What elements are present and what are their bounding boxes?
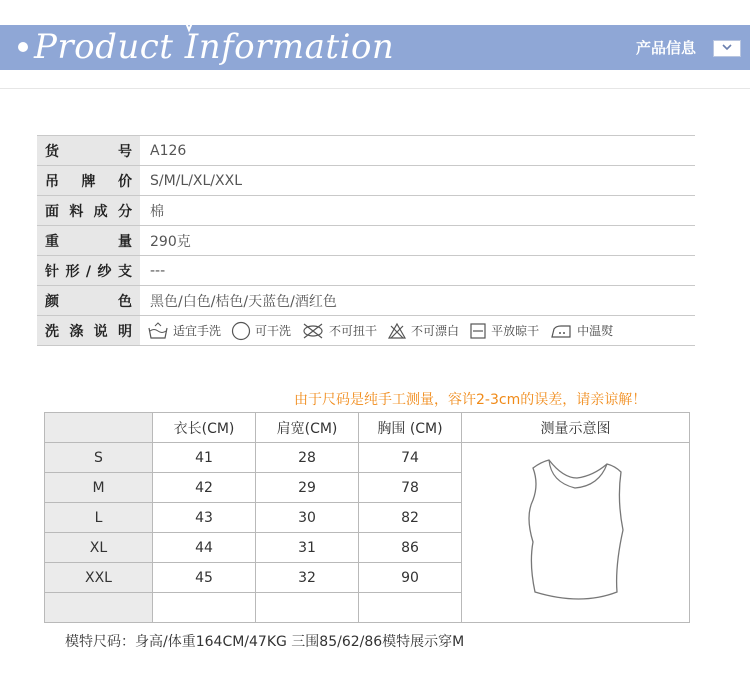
table-cell: 29 <box>256 473 359 503</box>
info-row-fabric <box>37 195 695 225</box>
wash-item: 不可扭干 <box>301 322 377 340</box>
info-value: 黑色/白色/桔色/天蓝色/酒红色 <box>150 293 337 310</box>
hand-wash-icon <box>147 322 169 340</box>
info-row-tag-price <box>37 165 695 195</box>
flat-dry-icon <box>469 322 487 340</box>
info-label: 针形/纱支 <box>45 263 132 280</box>
divider <box>0 88 750 89</box>
info-label: 洗涤说明 <box>45 323 132 340</box>
wash-item: 不可漂白 <box>387 322 459 340</box>
wash-item: 适宜手洗 <box>147 322 221 340</box>
no-bleach-icon <box>387 322 407 340</box>
product-info-table <box>37 135 695 346</box>
table-cell <box>359 593 462 623</box>
table-cell: 30 <box>256 503 359 533</box>
table-cell <box>256 593 359 623</box>
info-row-sku <box>37 135 695 165</box>
iron-medium-icon <box>549 322 573 340</box>
header-banner <box>0 25 750 70</box>
info-label: 面料成分 <box>45 203 132 220</box>
size-label: L <box>45 503 153 533</box>
info-value: 290克 <box>150 233 191 250</box>
header-cell: 衣长(CM) <box>153 413 256 443</box>
info-row-color <box>37 285 695 315</box>
tumble-dry-icon <box>231 321 251 341</box>
table-cell: 78 <box>359 473 462 503</box>
size-table <box>44 412 690 623</box>
bullet-dot <box>18 42 28 52</box>
header-cell: 测量示意图 <box>462 413 690 443</box>
table-cell: 43 <box>153 503 256 533</box>
header-cell <box>45 413 153 443</box>
measurement-diagram <box>462 443 690 623</box>
info-label: 货号 <box>45 143 132 160</box>
info-value: A126 <box>150 142 187 159</box>
info-value: S/M/L/XL/XXL <box>150 172 243 189</box>
page-title-cn: 产品信息 <box>636 39 697 57</box>
info-row-gauge <box>37 255 695 285</box>
table-cell: 32 <box>256 563 359 593</box>
measurement-notice: 由于尺码是纯手工测量，容许2-3cm的误差，请亲谅解！ <box>294 392 647 408</box>
table-cell: 28 <box>256 443 359 473</box>
header-cell: 肩宽(CM) <box>256 413 359 443</box>
header-cell: 胸围 (CM) <box>359 413 462 443</box>
collapse-toggle[interactable] <box>713 40 741 57</box>
table-row <box>45 443 690 473</box>
table-cell: 41 <box>153 443 256 473</box>
tank-top-diagram <box>511 456 641 606</box>
info-value: --- <box>150 262 166 279</box>
size-label: S <box>45 443 153 473</box>
table-cell: 86 <box>359 533 462 563</box>
page-title: Product Information <box>34 27 395 67</box>
size-label <box>45 593 153 623</box>
table-cell: 74 <box>359 443 462 473</box>
size-label: XL <box>45 533 153 563</box>
table-header-row <box>45 413 690 443</box>
info-label: 吊牌价 <box>45 173 132 190</box>
info-label: 重量 <box>45 233 132 250</box>
wash-instructions <box>147 316 623 345</box>
table-cell: 82 <box>359 503 462 533</box>
table-cell: 90 <box>359 563 462 593</box>
table-cell <box>153 593 256 623</box>
table-cell: 44 <box>153 533 256 563</box>
table-cell: 45 <box>153 563 256 593</box>
wash-item: 可干洗 <box>231 321 291 341</box>
info-value: 棉 <box>150 203 164 220</box>
wash-item: 中温熨 <box>549 322 613 340</box>
chevron-down-icon <box>722 44 732 51</box>
table-cell: 42 <box>153 473 256 503</box>
info-label: 颜色 <box>45 293 132 310</box>
table-cell: 31 <box>256 533 359 563</box>
size-label: XXL <box>45 563 153 593</box>
size-label: M <box>45 473 153 503</box>
model-size-note: 模特尺码：身高/体重164CM/47KG 三围85/62/86模特展示穿M <box>65 634 465 650</box>
info-row-wash <box>37 315 695 346</box>
no-wring-icon <box>301 322 325 340</box>
info-row-weight <box>37 225 695 255</box>
wash-item: 平放晾干 <box>469 322 539 340</box>
